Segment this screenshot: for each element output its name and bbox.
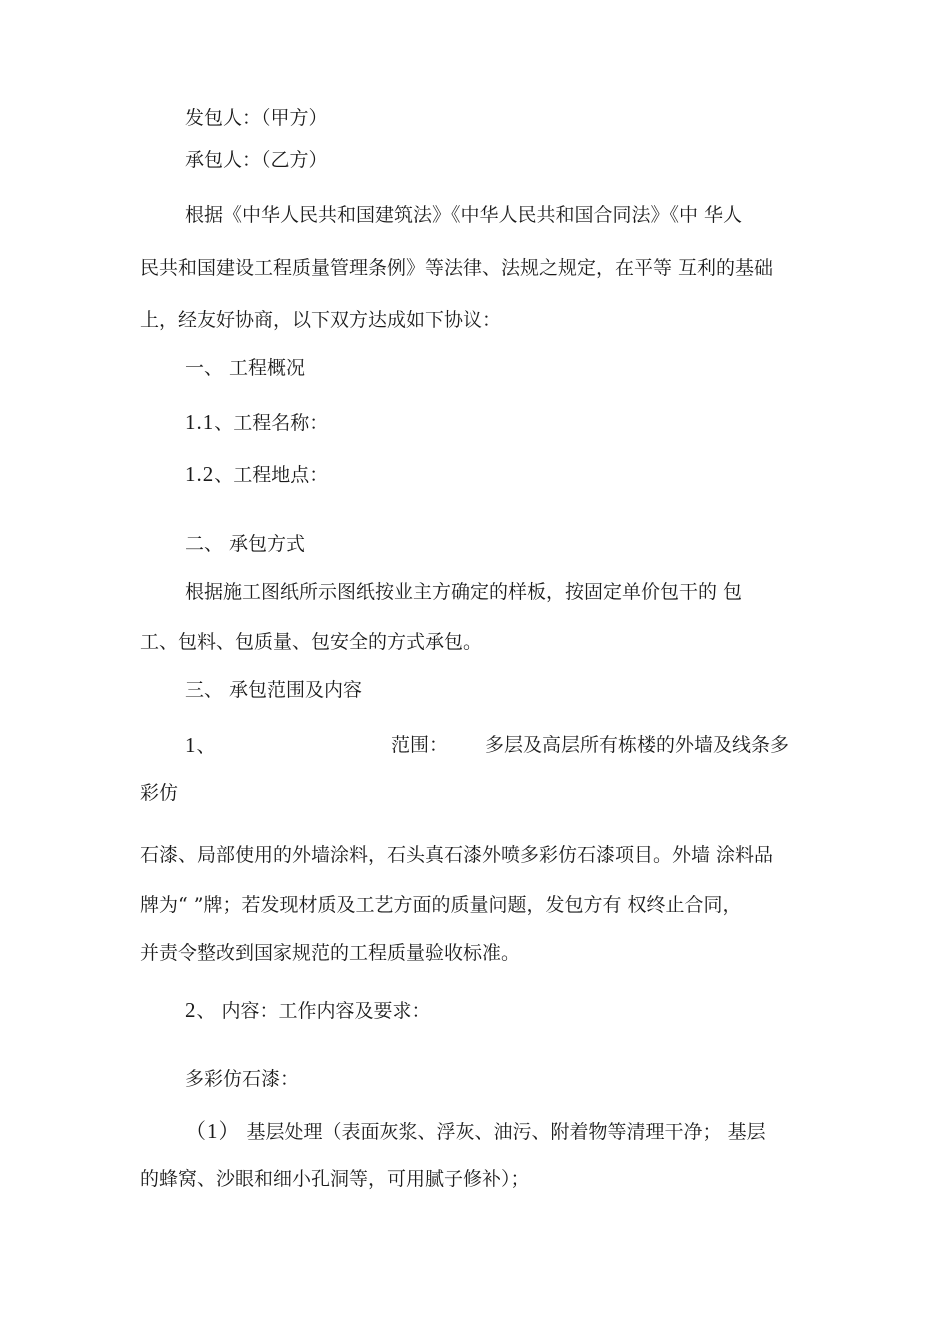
content-item bbox=[185, 998, 431, 1023]
content-item-label: 、 内容：工作内容及要求： bbox=[196, 1000, 431, 1022]
item-1-2 bbox=[185, 462, 328, 487]
scope-paragraph-line-2: 牌为“ ”牌；若发现材质及工艺方面的质量问题，发包方有 权终止合同， bbox=[140, 894, 742, 916]
preamble-line-1: 根据《中华人民共和国建筑法》《中华人民共和国合同法》《中 华人 bbox=[185, 204, 743, 226]
section-2-heading: 二、 承包方式 bbox=[185, 533, 306, 555]
subheading-multicolor-stone-paint: 多彩仿石漆： bbox=[185, 1068, 300, 1090]
item-1-1-number: 1.1 bbox=[185, 410, 215, 434]
section-2-line-2: 工、包料、包质量、包安全的方式承包。 bbox=[140, 631, 483, 653]
item-1-1 bbox=[185, 410, 328, 435]
preamble-line-3: 上，经友好协商，以下双方达成如下协议： bbox=[140, 309, 502, 331]
step-1-line-2: 的蜂窝、沙眼和细小孔洞等，可用腻子修补）； bbox=[140, 1168, 530, 1190]
party-b-line: 承包人：（乙方） bbox=[185, 149, 328, 171]
item-1-1-label: 、工程名称： bbox=[214, 412, 329, 434]
section-1-heading: 一、 工程概况 bbox=[185, 357, 306, 379]
item-1-2-label: 、工程地点： bbox=[214, 464, 329, 486]
scope-label: 范围： bbox=[391, 734, 449, 756]
scope-text: 多层及高层所有栋楼的外墙及线条多 bbox=[485, 734, 790, 756]
step-1-number: （1） bbox=[185, 1119, 241, 1143]
scope-number-sep: 、 bbox=[196, 735, 216, 757]
scope-paragraph-line-1: 石漆、局部使用的外墙涂料，石头真石漆外喷多彩仿石漆项目。外墙 涂料品 bbox=[140, 844, 774, 866]
section-2-line-1: 根据施工图纸所示图纸按业主方确定的样板，按固定单价包干的 包 bbox=[185, 581, 743, 603]
preamble-line-2: 民共和国建设工程质量管理条例》等法律、法规之规定，在平等 互利的基础 bbox=[140, 257, 774, 279]
scope-paragraph-line-3: 并责令整改到国家规范的工程质量验收标准。 bbox=[140, 942, 521, 964]
item-1-2-number: 1.2 bbox=[185, 462, 215, 486]
content-item-number: 2 bbox=[185, 998, 197, 1022]
scope-number-digit: 1 bbox=[185, 733, 197, 757]
party-a-line: 发包人：（甲方） bbox=[185, 107, 328, 129]
scope-continuation: 彩仿 bbox=[140, 782, 179, 804]
step-1-line-1 bbox=[185, 1119, 766, 1144]
section-3-heading: 三、 承包范围及内容 bbox=[185, 679, 363, 701]
scope-number bbox=[185, 733, 216, 758]
step-1-text: 基层处理（表面灰浆、浮灰、油污、附着物等清理干净； 基层 bbox=[246, 1121, 766, 1143]
